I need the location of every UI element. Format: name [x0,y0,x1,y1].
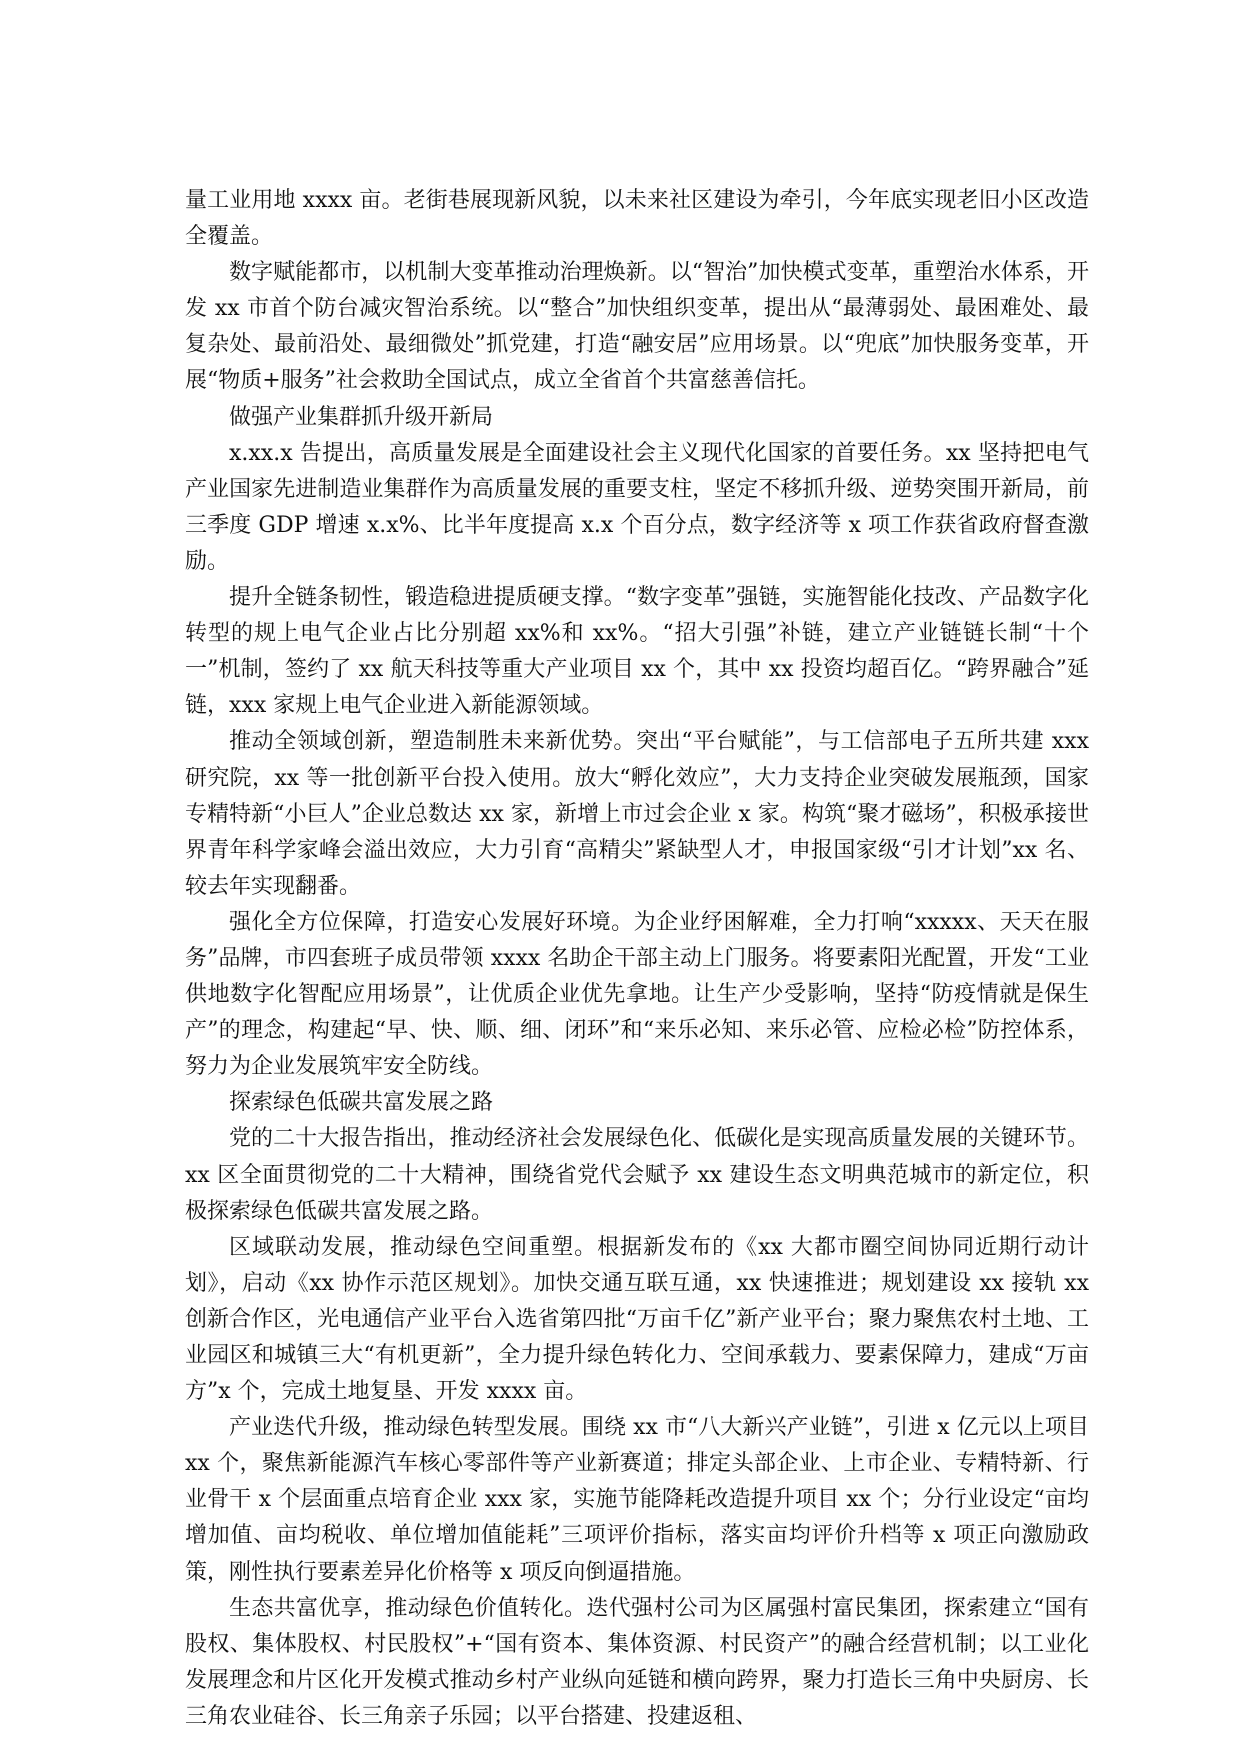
paragraph-industry-upgrade: 产业迭代升级，推动绿色转型发展。围绕 xx 市“八大新兴产业链”，引进 x 亿元以上项目 xx 个，聚焦新能源汽车核心零部件等产业新赛道；排定头部企业、上市企业、专精特新、行业骨干 x 个层面重点培育企业 xxx 家，实施节能降耗改造提升项目 xx 个；分行业设定“亩均增加值、亩均税收、单位增加值能耗”三项评价指标，落实亩均评价升档等 x 项正向激励政策，刚性执行要素差异化价格等 x 项反向倒逼措施。 [185,1415,1089,1585]
paragraph-regional-linkage: 区域联动发展，推动绿色空间重塑。根据新发布的《xx 大都市圈空间协同近期行动计划》，启动《xx 协作示范区规划》。加快交通互联互通，xx 快速推进；规划建设 xx 接轨 xx 创新合作区，光电通信产业平台入选省第四批“万亩千亿”新产业平台；聚力聚焦农村土地、工业园区和城镇三大“有机更新”，全力提升绿色转化力、空间承载力、要素保障力，建成“万亩方”x 个，完成土地复垦、开发 xxxx 亩。 [185,1234,1089,1405]
document-body [185,183,1089,1735]
paragraph-support-environment: 强化全方位保障，打造安心发展好环境。为企业纾困解难，全力打响“xxxxx、天天在服务”品牌，市四套班子成员带领 xxxx 名助企干部主动上门服务。将要素阳光配置，开发“工业供地数字化智配应用场景”，让优质企业优先拿地。让生产少受影响，坚持“防疫情就是保生产”的理念，构建起“早、快、顺、细、闭环”和“来乐必知、来乐必管、应检必检”防控体系，努力为企业发展筑牢安全防线。 [185,909,1089,1080]
section-heading-industry-cluster: 做强产业集群抓升级开新局 [229,404,494,430]
paragraph-digital-governance: 数字赋能都市，以机制大变革推动治理焕新。以“智治”加快模式变革，重塑治水体系，开发 xx 市首个防台减灾智治系统。以“整合”加快组织变革，提出从“最薄弱处、最困难处、最复杂处、最前沿处、最细微处”抓党建，打造“融安居”应用场景。以“兜底”加快服务变革，开展“物质+服务”社会救助全国试点，成立全省首个共富慈善信托。 [185,260,1089,394]
paragraph-ecological-prosperity: 生态共富优享，推动绿色价值转化。迭代强村公司为区属强村富民集团，探索建立“国有股权、集体股权、村民股权”+“国有资本、集体资源、村民资产”的融合经营机制；以工业化发展理念和片区化开发模式推动乡村产业纵向延链和横向跨界，聚力打造长三角中央厨房、长三角农业硅谷、长三角亲子乐园；以平台搭建、投建返租、 [185,1595,1089,1729]
section-heading-green-development: 探索绿色低碳共富发展之路 [229,1090,494,1116]
paragraph-industrial-chain: 提升全链条韧性，锻造稳进提质硬支撑。“数字变革”强链，实施智能化技改、产品数字化转型的规上电气企业占比分别超 xx%和 xx%。“招大引强”补链，建立产业链链长制“十个一”机制，签约了 xx 航天科技等重大产业项目 xx 个，其中 xx 投资均超百亿。“跨界融合”延链，xxx 家规上电气企业进入新能源领域。 [185,585,1089,719]
paragraph-continuation: 量工业用地 xxxx 亩。老街巷展现新风貌，以未来社区建设为牵引，今年底实现老旧小区改造全覆盖。 [185,188,1089,250]
paragraph-high-quality-development: x.xx.x 告提出，高质量发展是全面建设社会主义现代化国家的首要任务。xx 坚持把电气产业国家先进制造业集群作为高质量发展的重要支柱，坚定不移抓升级、逆势突围开新局，前三季度 GDP 增速 x.x%、比半年度提高 x.x 个百分点，数字经济等 x 项工作获省政府督查激励。 [185,440,1089,574]
paragraph-innovation: 推动全领域创新，塑造制胜未来新优势。突出“平台赋能”，与工信部电子五所共建 xxx 研究院，xx 等一批创新平台投入使用。放大“孵化效应”，大力支持企业突破发展瓶颈，国家专精特新“小巨人”企业总数达 xx 家，新增上市过会企业 x 家。构筑“聚才磁场”，积极承接世界青年科学家峰会溢出效应，大力引育“高精尖”紧缺型人才，申报国家级“引才计划”xx 名、较去年实现翻番。 [185,729,1089,899]
paragraph-green-lowcarbon: 党的二十大报告指出，推动经济社会发展绿色化、低碳化是实现高质量发展的关键环节。xx 区全面贯彻党的二十大精神，围绕省党代会赋予 xx 建设生态文明典范城市的新定位，积极探索绿色低碳共富发展之路。 [185,1126,1089,1224]
